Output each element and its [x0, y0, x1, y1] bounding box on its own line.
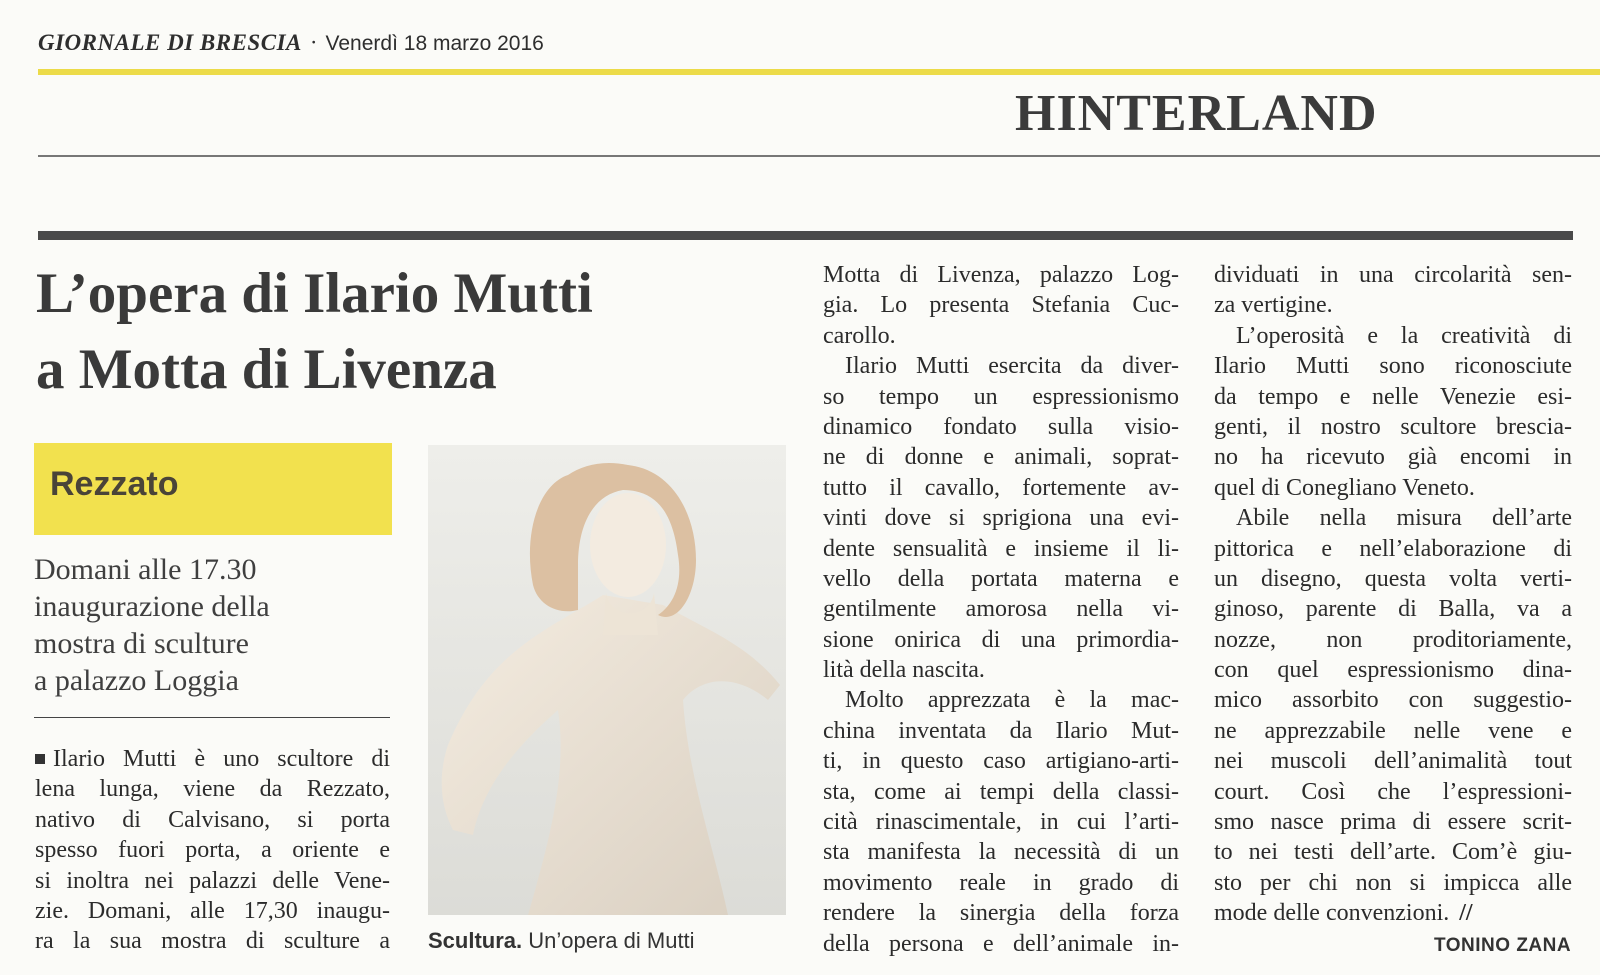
body-line: sto per chi non si impicca alle — [1214, 869, 1572, 896]
body-line: china inventata da Ilario Mut- — [823, 717, 1179, 744]
body-line: ti, in questo caso artigiano-arti- — [823, 748, 1179, 775]
body-line: carollo. — [823, 322, 896, 349]
caption-label: Scultura. — [428, 928, 523, 953]
body-line: za vertigine. — [1214, 292, 1333, 319]
body-line: genti, il nostro scultore brescia- — [1214, 413, 1572, 440]
sculpture-photo — [428, 445, 786, 915]
body-line: Abile nella misura dell’arte — [1236, 505, 1572, 532]
body-line: movimento reale in grado di — [823, 869, 1179, 896]
body-line: un disegno, questa volta verti- — [1214, 565, 1572, 592]
article-top-rule — [38, 231, 1573, 240]
body-line: no ha ricevuto già encomi in — [1214, 444, 1572, 471]
body-line: smo nasce prima di essere scrit- — [1214, 809, 1572, 836]
body-line: vello della portata materna e — [823, 565, 1179, 592]
photo-caption — [428, 928, 695, 954]
body-line: tutto il cavallo, fortemente av- — [823, 474, 1179, 501]
body-line: della persona e dell’animale in- — [823, 930, 1179, 957]
author-byline: TONINO ZANA — [1434, 935, 1572, 956]
body-line: vinti dove si sprigiona una evi- — [823, 505, 1179, 532]
body-line: ginoso, parente di Balla, va a — [1214, 596, 1572, 623]
body-line: si inoltra nei palazzi delle Vene- — [35, 867, 390, 894]
headline-line: a Motta di Livenza — [36, 338, 497, 401]
body-line: court. Così che l’espressioni- — [1214, 778, 1572, 805]
body-line: mode delle convenzioni. — [1214, 900, 1450, 927]
deck-divider — [34, 717, 390, 718]
article-deck — [34, 551, 270, 699]
body-line: da tempo e nelle Venezie esi- — [1214, 383, 1572, 410]
body-line: mico assorbito con suggestio- — [1214, 687, 1572, 714]
text-column-2 — [823, 260, 1179, 959]
body-line: zie. Domani, alle 17,30 inaugu- — [35, 897, 390, 924]
body-line: Motta di Livenza, palazzo Log- — [823, 262, 1179, 288]
masthead-separator: · — [309, 30, 318, 55]
body-line: lena lunga, viene da Rezzato, — [35, 776, 390, 803]
body-line: L’operosità e la creatività di — [1236, 322, 1572, 349]
paragraph-bullet-icon — [35, 754, 45, 764]
body-line: to nei testi dell’arte. Com’è giu- — [1214, 839, 1572, 866]
body-line: nei muscoli dell’animalità tout — [1214, 748, 1572, 775]
issue-date: Venerdì 18 marzo 2016 — [325, 32, 544, 55]
body-line: Ilario Mutti sono riconosciute — [1214, 353, 1572, 380]
masthead — [38, 30, 544, 56]
body-line: Ilario Mutti esercita da diver- — [845, 353, 1179, 380]
deck-line: a palazzo Loggia — [34, 664, 239, 697]
body-line: rendere la sinergia della forza — [823, 900, 1179, 927]
article-headline — [36, 256, 593, 408]
body-line: gentilmente amorosa nella vi- — [823, 596, 1179, 623]
deck-line: inaugurazione della — [34, 590, 270, 623]
body-line: nativo di Calvisano, si porta — [35, 806, 390, 833]
place-tag — [34, 443, 392, 535]
caption-text: Un’opera di Mutti — [522, 928, 695, 953]
body-line: quel di Conegliano Veneto. — [1214, 474, 1475, 501]
body-line: so tempo un espressionismo — [823, 383, 1179, 410]
body-line: dente sensualità e insieme il li- — [823, 535, 1179, 562]
newspaper-name: GIORNALE DI BRESCIA — [38, 30, 302, 55]
body-line: sta manifesta la necessità di un — [823, 839, 1179, 866]
body-line: sione onirica di una primordia- — [823, 626, 1179, 653]
body-line: pittorica e nell’elaborazione di — [1214, 535, 1572, 562]
masthead-yellow-rule — [38, 69, 1600, 75]
deck-line: Domani alle 17.30 — [34, 553, 257, 586]
body-line: spesso fuori porta, a oriente e — [35, 837, 390, 864]
body-line: ne apprezzabile nelle vene e — [1214, 717, 1572, 744]
body-line: lità della nascita. — [823, 657, 985, 684]
place-tag-label: Rezzato — [50, 465, 179, 503]
sculpture-image — [428, 445, 786, 915]
body-line: dinamico fondato sulla visio- — [823, 413, 1179, 440]
body-line: cità rinascimentale, in cui l’arti- — [823, 809, 1179, 836]
body-line: ra la sua mostra di sculture a — [35, 928, 390, 955]
headline-line: L’opera di Ilario Mutti — [36, 262, 593, 325]
body-line: con quel espressionismo dina- — [1214, 657, 1572, 684]
body-line: sta, come ai tempi della classi- — [823, 778, 1179, 805]
body-line: ne di donne e animali, soprat- — [823, 444, 1179, 471]
body-line: nozze, non proditoriamente, — [1214, 626, 1572, 653]
body-line: Molto apprezzata è la mac- — [845, 687, 1179, 714]
body-line: dividuati in una circolarità sen- — [1214, 262, 1572, 288]
section-title: HINTERLAND — [1015, 85, 1378, 142]
deck-line: mostra di sculture — [34, 627, 249, 660]
body-line: Ilario Mutti è uno scultore di — [53, 746, 390, 772]
text-column-3 — [1214, 260, 1572, 929]
section-divider — [38, 155, 1600, 157]
text-column-1 — [35, 744, 390, 957]
end-mark: // — [1459, 900, 1473, 927]
body-line: gia. Lo presenta Stefania Cuc- — [823, 292, 1179, 319]
